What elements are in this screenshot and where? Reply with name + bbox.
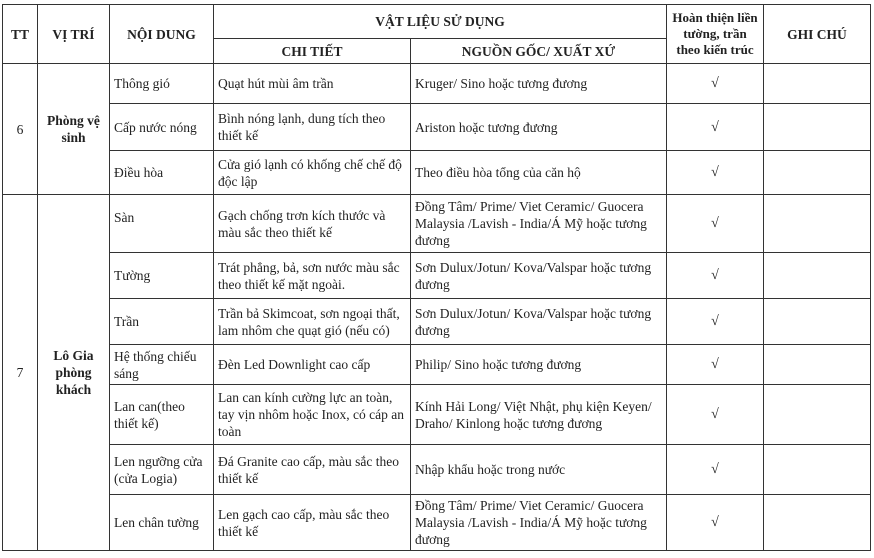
table-row <box>3 385 871 445</box>
row-note <box>764 253 871 299</box>
header-detail: CHI TIẾT <box>214 39 411 64</box>
row-finish-check: √ <box>667 104 764 151</box>
row-note <box>764 345 871 385</box>
header-origin: NGUỒN GỐC/ XUẤT XỨ <box>411 39 667 64</box>
row-origin: Sơn Dulux/Jotun/ Kova/Valspar hoặc tương đương <box>411 253 667 299</box>
row-content: Len chân tường <box>110 495 214 551</box>
row-note <box>764 151 871 195</box>
table-row <box>3 151 871 195</box>
row-finish-check: √ <box>667 445 764 495</box>
row-finish-check: √ <box>667 64 764 104</box>
header-content: NỘI DUNG <box>110 5 214 64</box>
row-note <box>764 385 871 445</box>
row-tt: 7 <box>3 195 38 551</box>
row-detail: Trát phẳng, bả, sơn nước màu sắc theo thiết kế mặt ngoài. <box>214 253 411 299</box>
row-origin: Philip/ Sino hoặc tương đương <box>411 345 667 385</box>
row-detail: Gạch chống trơn kích thước và màu sắc theo thiết kế <box>214 195 411 253</box>
row-content: Thông gió <box>110 64 214 104</box>
row-tt: 6 <box>3 64 38 195</box>
header-tt: TT <box>3 5 38 64</box>
row-note <box>764 195 871 253</box>
row-note <box>764 104 871 151</box>
row-origin: Theo điều hòa tổng của căn hộ <box>411 151 667 195</box>
row-content: Điều hòa <box>110 151 214 195</box>
row-detail: Quạt hút mùi âm trần <box>214 64 411 104</box>
row-note <box>764 64 871 104</box>
row-finish-check: √ <box>667 495 764 551</box>
row-finish-check: √ <box>667 385 764 445</box>
row-content: Trần <box>110 299 214 345</box>
row-detail: Đá Granite cao cấp, màu sắc theo thiết kế <box>214 445 411 495</box>
row-finish-check: √ <box>667 195 764 253</box>
row-origin: Sơn Dulux/Jotun/ Kova/Valspar hoặc tương đương <box>411 299 667 345</box>
header-note: GHI CHÚ <box>764 5 871 64</box>
row-content: Hệ thống chiếu sáng <box>110 345 214 385</box>
row-finish-check: √ <box>667 299 764 345</box>
row-detail: Trần bả Skimcoat, sơn ngoại thất, lam nhôm che quạt gió (nếu có) <box>214 299 411 345</box>
row-content: Lan can(theo thiết kế) <box>110 385 214 445</box>
table-row <box>3 253 871 299</box>
row-origin: Đồng Tâm/ Prime/ Viet Ceramic/ Guocera Malaysia /Lavish - India/Á Mỹ hoặc tương đương <box>411 195 667 253</box>
row-origin: Nhập khẩu hoặc trong nước <box>411 445 667 495</box>
row-location: Lô Gia phòng khách <box>38 195 110 551</box>
row-origin: Ariston hoặc tương đương <box>411 104 667 151</box>
row-note <box>764 299 871 345</box>
table-row <box>3 445 871 495</box>
table-row <box>3 495 871 551</box>
row-note <box>764 445 871 495</box>
row-content: Sàn <box>110 195 214 253</box>
row-origin: Kruger/ Sino hoặc tương đương <box>411 64 667 104</box>
materials-table <box>2 4 871 551</box>
row-detail: Đèn Led Downlight cao cấp <box>214 345 411 385</box>
row-detail: Cửa gió lạnh có khống chế chế độ độc lập <box>214 151 411 195</box>
row-finish-check: √ <box>667 151 764 195</box>
table-row <box>3 104 871 151</box>
row-detail: Lan can kính cường lực an toàn, tay vịn nhôm hoặc Inox, có cáp an toàn <box>214 385 411 445</box>
header-materials: VẬT LIỆU SỬ DỤNG <box>214 5 667 39</box>
row-detail: Len gạch cao cấp, màu sắc theo thiết kế <box>214 495 411 551</box>
row-finish-check: √ <box>667 253 764 299</box>
table-row <box>3 64 871 104</box>
table-row <box>3 299 871 345</box>
header-finish: Hoàn thiện liền tường, trần theo kiến trúc <box>667 5 764 64</box>
row-finish-check: √ <box>667 345 764 385</box>
row-content: Tường <box>110 253 214 299</box>
table-row <box>3 195 871 253</box>
row-location: Phòng vệ sinh <box>38 64 110 195</box>
row-detail: Bình nóng lạnh, dung tích theo thiết kế <box>214 104 411 151</box>
table-row <box>3 345 871 385</box>
header-location: VỊ TRÍ <box>38 5 110 64</box>
row-origin: Đồng Tâm/ Prime/ Viet Ceramic/ Guocera Malaysia /Lavish - India/Á Mỹ hoặc tương đương <box>411 495 667 551</box>
row-content: Len ngưỡng cửa (cửa Logia) <box>110 445 214 495</box>
row-origin: Kính Hải Long/ Việt Nhật, phụ kiện Keyen/ Draho/ Kinlong hoặc tương đương <box>411 385 667 445</box>
row-content: Cấp nước nóng <box>110 104 214 151</box>
row-note <box>764 495 871 551</box>
